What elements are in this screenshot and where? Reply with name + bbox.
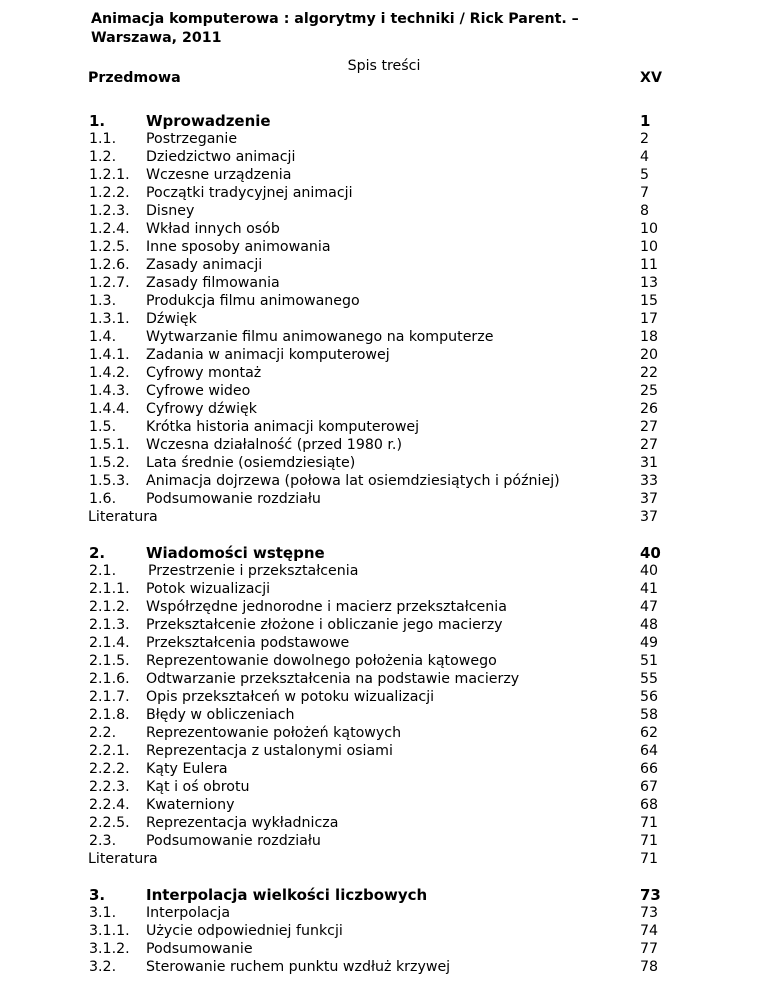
toc-entry-page: 31	[640, 455, 659, 471]
toc-entry-title: Literatura	[88, 509, 158, 525]
toc-entry-row	[89, 310, 674, 328]
toc-entry-page: 41	[640, 581, 659, 597]
toc-entry-title: Lata średnie (osiemdziesiąte)	[146, 455, 356, 471]
toc-entry-row	[89, 130, 674, 148]
toc-entry-row	[89, 724, 674, 742]
toc-entry-title: Zadania w animacji komputerowej	[146, 347, 390, 363]
toc-entry-row	[89, 418, 674, 436]
toc-entry-row	[89, 238, 674, 256]
toc-entry-number: 3.2.	[89, 959, 117, 975]
toc-chapter-row	[89, 886, 674, 904]
toc-entry-title: Początki tradycyjnej animacji	[146, 185, 353, 201]
toc-entry-number: 2.	[89, 544, 106, 562]
toc-entry-title: Wprowadzenie	[146, 112, 271, 130]
toc-entry-row	[89, 922, 674, 940]
toc-entry-row	[89, 364, 674, 382]
toc-entry-page: 56	[640, 689, 659, 705]
toc-entry-row	[89, 148, 674, 166]
toc-entry-number: 2.3.	[89, 833, 117, 849]
toc-entry-number: 1.4.3.	[89, 383, 130, 399]
toc-entry-page: 77	[640, 941, 659, 957]
toc-entry-page: 15	[640, 293, 659, 309]
toc-entry-number: 2.1.7.	[89, 689, 130, 705]
toc-entry-row	[89, 904, 674, 922]
toc-entry-page: 13	[640, 275, 659, 291]
toc-entry-page: 26	[640, 401, 659, 417]
toc-entry-row	[89, 940, 674, 958]
toc-entry-number: 2.1.2.	[89, 599, 130, 615]
toc-entry-page: 2	[640, 131, 650, 147]
toc-entry-row	[89, 328, 674, 346]
toc-entry-number: 1.4.	[89, 329, 117, 345]
toc-entry-row	[89, 850, 674, 868]
toc-entry-number: 1.2.	[89, 149, 117, 165]
toc-entry-title: Wkład innych osób	[146, 221, 280, 237]
toc-entry-row	[89, 346, 674, 364]
toc-entry-title: Odtwarzanie przekształcenia na podstawie macierzy	[146, 671, 520, 687]
toc-entry-number: 1.2.1.	[89, 167, 130, 183]
toc-entry-row	[89, 796, 674, 814]
toc-entry-number: 1.3.	[89, 293, 117, 309]
toc-entry-number: 1.2.5.	[89, 239, 130, 255]
toc-entry-title: Podsumowanie rozdziału	[146, 491, 321, 507]
toc-entry-number: 2.2.2.	[89, 761, 130, 777]
toc-entry-title: Kwaterniony	[146, 797, 235, 813]
toc-entry-title: Reprezentacja wykładnicza	[146, 815, 339, 831]
toc-entry-number: 2.2.3.	[89, 779, 130, 795]
toc-entry-row	[89, 652, 674, 670]
toc-entry-page: 8	[640, 203, 650, 219]
toc-entry-row	[89, 706, 674, 724]
toc-entry-number: 1.2.6.	[89, 257, 130, 273]
toc-entry-title: Przekształcenie złożone i obliczanie jego macierzy	[146, 617, 503, 633]
toc-entry-row	[89, 400, 674, 418]
toc-entry-page: 5	[640, 167, 650, 183]
toc-entry-title: Współrzędne jednorodne i macierz przekształcenia	[146, 599, 507, 615]
toc-entry-title: Dźwięk	[146, 311, 197, 327]
toc-entry-number: 1.6.	[89, 491, 117, 507]
toc-entry-page: XV	[640, 70, 662, 86]
header-line-1: Animacja komputerowa : algorytmy i techniki / Rick Parent. –	[91, 11, 579, 27]
toc-entry-page: 33	[640, 473, 659, 489]
toc-entry-page: 20	[640, 347, 659, 363]
toc-entry-title: Potok wizualizacji	[146, 581, 271, 597]
toc-entry-title: Wiadomości wstępne	[146, 544, 325, 562]
toc-entry-row	[89, 436, 674, 454]
toc-entry-title: Interpolacja	[146, 905, 231, 921]
toc-entry-title: Podsumowanie	[146, 941, 253, 957]
toc-chapter-row	[89, 544, 674, 562]
toc-entry-title: Sterowanie ruchem punktu wzdłuż krzywej	[146, 959, 451, 975]
toc-entry-number: 1.4.1.	[89, 347, 130, 363]
toc-entry-number: 2.2.	[89, 725, 117, 741]
toc-entry-page: 11	[640, 257, 659, 273]
toc-entry-row	[89, 256, 674, 274]
toc-entry-page: 51	[640, 653, 659, 669]
toc-entry-row	[89, 616, 674, 634]
toc-entry-number: 1.5.3.	[89, 473, 130, 489]
document-header	[91, 10, 691, 48]
toc-entry-number: 1.4.2.	[89, 365, 130, 381]
toc-entry-row	[89, 598, 674, 616]
toc-entry-page: 66	[640, 761, 659, 777]
toc-entry-page: 18	[640, 329, 659, 345]
toc-entry-title: Cyfrowy montaż	[146, 365, 262, 381]
toc-entry-row	[89, 778, 674, 796]
toc-entry-row	[89, 688, 674, 706]
toc-entry-number: 2.1.1.	[89, 581, 130, 597]
toc-entry-number: 3.1.2.	[89, 941, 130, 957]
toc-entry-number: 1.2.3.	[89, 203, 130, 219]
toc-entry-page: 40	[640, 544, 661, 562]
toc-entry-page: 27	[640, 419, 659, 435]
toc-entry-title: Inne sposoby animowania	[146, 239, 331, 255]
toc-entry-page: 71	[640, 833, 659, 849]
toc-entry-page: 73	[640, 886, 661, 904]
toc-entry-title: Podsumowanie rozdziału	[146, 833, 321, 849]
toc-entry-title: Wczesna działalność (przed 1980 r.)	[146, 437, 402, 453]
toc-entry-title: Opis przekształceń w potoku wizualizacji	[146, 689, 435, 705]
toc-entry-number: 1.2.7.	[89, 275, 130, 291]
toc-entry-row	[89, 454, 674, 472]
toc-entry-row	[89, 220, 674, 238]
toc-title: Spis treści	[347, 58, 421, 74]
toc-entry-page: 74	[640, 923, 659, 939]
toc-entry-number: 1.5.1.	[89, 437, 130, 453]
toc-entry-title: Kąty Eulera	[146, 761, 228, 777]
toc-entry-page: 68	[640, 797, 659, 813]
toc-entry-row	[89, 490, 674, 508]
toc-entry-row	[89, 562, 674, 580]
toc-entry-page: 55	[640, 671, 659, 687]
toc-entry-page: 37	[640, 509, 659, 525]
toc-entry-row	[89, 958, 674, 976]
toc-entry-page: 64	[640, 743, 659, 759]
toc-entry-number: 3.	[89, 886, 106, 904]
toc-entry-page: 62	[640, 725, 659, 741]
toc-entry-page: 73	[640, 905, 659, 921]
toc-entry-title: Cyfrowy dźwięk	[146, 401, 257, 417]
toc-entry-row	[89, 472, 674, 490]
toc-entry-page: 25	[640, 383, 659, 399]
toc-entry-title: Reprezentowanie położeń kątowych	[146, 725, 402, 741]
toc-entry-page: 78	[640, 959, 659, 975]
toc-entry-row	[89, 166, 674, 184]
toc-entry-page: 4	[640, 149, 650, 165]
toc-entry-title: Dziedzictwo animacji	[146, 149, 296, 165]
toc-entry-page: 47	[640, 599, 659, 615]
toc-entry-number: 1.2.2.	[89, 185, 130, 201]
toc-entry-page: 27	[640, 437, 659, 453]
toc-entry-title: Postrzeganie	[146, 131, 238, 147]
toc-entry-title: Literatura	[88, 851, 158, 867]
toc-entry-row	[89, 202, 674, 220]
toc-entry-row	[89, 580, 674, 598]
toc-entry-row	[89, 670, 674, 688]
toc-entry-page: 71	[640, 851, 659, 867]
toc-entry-row	[89, 742, 674, 760]
toc-entry-title: Wytwarzanie filmu animowanego na komputerze	[146, 329, 494, 345]
toc-entry-row	[89, 760, 674, 778]
toc-entry-number: 2.2.4.	[89, 797, 130, 813]
toc-entry-title: Krótka historia animacji komputerowej	[146, 419, 420, 435]
toc-entry-title: Kąt i oś obrotu	[146, 779, 250, 795]
toc-entry-number: 2.1.	[89, 563, 117, 579]
toc-entry-number: 1.5.	[89, 419, 117, 435]
toc-entry-number: 1.4.4.	[89, 401, 130, 417]
toc-entry-title: Zasady filmowania	[146, 275, 280, 291]
toc-entry-title: Reprezentowanie dowolnego położenia kątowego	[146, 653, 497, 669]
toc-entry-number: 1.2.4.	[89, 221, 130, 237]
toc-entry-title: Użycie odpowiedniej funkcji	[146, 923, 343, 939]
toc-entry-number: 2.1.6.	[89, 671, 130, 687]
toc-entry-number: 2.1.5.	[89, 653, 130, 669]
toc-entry-number: 1.5.2.	[89, 455, 130, 471]
toc-entry-row	[89, 292, 674, 310]
toc-entry-page: 58	[640, 707, 659, 723]
toc-entry-number: 3.1.	[89, 905, 117, 921]
toc-entry-number: 1.3.1.	[89, 311, 130, 327]
toc-entry-row	[89, 832, 674, 850]
toc-entry-row	[89, 184, 674, 202]
toc-entry-title: Produkcja filmu animowanego	[146, 293, 360, 309]
toc-chapter-row	[89, 69, 674, 87]
toc-entry-title: Wczesne urządzenia	[146, 167, 292, 183]
toc-entry-title: Animacja dojrzewa (połowa lat osiemdziesiątych i później)	[146, 473, 560, 489]
toc-entry-page: 10	[640, 221, 659, 237]
toc-entry-title: Reprezentacja z ustalonymi osiami	[146, 743, 393, 759]
toc-entry-number: 1.1.	[89, 131, 117, 147]
toc-entry-row	[89, 382, 674, 400]
toc-entry-title: Przestrzenie i przekształcenia	[148, 563, 359, 579]
toc-entry-page: 1	[640, 112, 651, 130]
toc-entry-number: 1.	[89, 112, 106, 130]
toc-entry-number: 2.1.8.	[89, 707, 130, 723]
toc-entry-number: 2.1.4.	[89, 635, 130, 651]
toc-entry-row	[89, 274, 674, 292]
toc-entry-number: 2.2.1.	[89, 743, 130, 759]
toc-entry-row	[89, 814, 674, 832]
toc-entry-number: 2.1.3.	[89, 617, 130, 633]
toc-entry-title: Disney	[146, 203, 195, 219]
header-line-2: Warszawa, 2011	[91, 30, 222, 46]
toc-entry-page: 71	[640, 815, 659, 831]
toc-entry-title: Przedmowa	[88, 70, 181, 86]
toc-entry-page: 17	[640, 311, 659, 327]
toc-chapter-row	[89, 112, 674, 130]
toc-entry-number: 2.2.5.	[89, 815, 130, 831]
toc-entry-title: Przekształcenia podstawowe	[146, 635, 350, 651]
toc-entry-number: 3.1.1.	[89, 923, 130, 939]
toc-entry-row	[89, 508, 674, 526]
toc-entry-page: 7	[640, 185, 650, 201]
toc-entry-row	[89, 634, 674, 652]
toc-entry-title: Błędy w obliczeniach	[146, 707, 295, 723]
toc-entry-title: Interpolacja wielkości liczbowych	[146, 886, 428, 904]
toc-entry-page: 67	[640, 779, 659, 795]
toc-entry-page: 40	[640, 563, 659, 579]
toc-entry-page: 48	[640, 617, 659, 633]
toc-entry-page: 10	[640, 239, 659, 255]
toc-entry-page: 37	[640, 491, 659, 507]
toc-entry-title: Cyfrowe wideo	[146, 383, 251, 399]
toc-entry-title: Zasady animacji	[146, 257, 263, 273]
toc-entry-page: 22	[640, 365, 659, 381]
toc-entry-page: 49	[640, 635, 659, 651]
